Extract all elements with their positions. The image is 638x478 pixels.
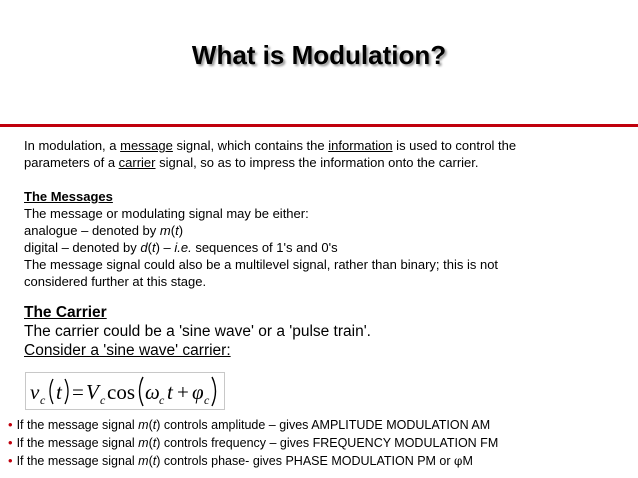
eq-V: V bbox=[86, 380, 99, 404]
equation-svg bbox=[26, 373, 224, 409]
eq-t: t bbox=[56, 380, 62, 404]
bullet-frequency: • If the message signal m(t) controls frequency – gives FREQUENCY MODULATION FM bbox=[8, 435, 499, 450]
bullet-arg: t bbox=[152, 418, 157, 432]
phi-symbol: φ bbox=[454, 454, 463, 468]
eq-omega-sub: c bbox=[159, 393, 165, 407]
digital-mid: ) – bbox=[155, 240, 175, 255]
carrier-line-2: Consider a 'sine wave' carrier: bbox=[24, 342, 231, 359]
eq-plus: + bbox=[177, 380, 189, 404]
digital-arg: t bbox=[151, 240, 156, 255]
bullet-fn: m bbox=[138, 436, 149, 450]
messages-line-4: The message signal could also be a multilevel signal, rather than binary; this is not bbox=[24, 257, 499, 272]
bullet-phase: • If the message signal m(t) controls phase- gives PHASE MODULATION PM or φM bbox=[8, 453, 473, 468]
bullet-suffix: ) controls phase- gives PHASE MODULATION PM or bbox=[156, 454, 455, 468]
eq-t2: t bbox=[167, 380, 173, 404]
eq-omega: ω bbox=[145, 380, 160, 404]
intro-text-1: In modulation, a bbox=[24, 138, 121, 153]
eq-cos: cos bbox=[107, 380, 135, 404]
carrier-heading: The Carrier bbox=[24, 304, 107, 321]
modulation-bullets bbox=[8, 416, 628, 470]
bullet-fn: m bbox=[138, 454, 149, 468]
messages-line-analogue: analogue – denoted by m(t) bbox=[24, 223, 184, 238]
carrier-line-1: The carrier could be a 'sine wave' or a 'pulse train'. bbox=[24, 323, 371, 340]
digital-suffix: sequences of 1's and 0's bbox=[191, 240, 338, 255]
intro-word-information: information bbox=[328, 138, 393, 153]
eq-v-sub: c bbox=[40, 393, 46, 407]
title-divider bbox=[0, 124, 638, 127]
intro-text-3: is used to control the bbox=[392, 138, 517, 153]
bullet-suffix: ) controls amplitude – gives AMPLITUDE MODULATION AM bbox=[156, 418, 491, 432]
analogue-prefix: analogue – denoted by bbox=[24, 223, 160, 238]
eq-paren-close-1 bbox=[65, 379, 68, 404]
intro-paragraph bbox=[24, 137, 624, 171]
bullet-fn: m bbox=[138, 418, 149, 432]
eq-phi-sub: c bbox=[204, 393, 210, 407]
messages-section bbox=[24, 188, 624, 290]
intro-word-message: message bbox=[120, 138, 173, 153]
digital-ie: i.e. bbox=[174, 240, 192, 255]
digital-prefix: digital – denoted by bbox=[24, 240, 141, 255]
bullet-arg: t bbox=[152, 454, 157, 468]
carrier-equation bbox=[25, 372, 225, 410]
eq-paren-open-1 bbox=[50, 379, 53, 404]
bullet-symbol-suffix: M bbox=[462, 454, 473, 468]
messages-line-1: The message or modulating signal may be either: bbox=[24, 206, 309, 221]
analogue-fn: m bbox=[159, 223, 171, 238]
bullet-prefix: If the message signal bbox=[16, 418, 139, 432]
intro-text-2: signal, which contains the bbox=[172, 138, 329, 153]
eq-V-sub: c bbox=[100, 393, 106, 407]
eq-v: v bbox=[30, 380, 40, 404]
carrier-section bbox=[24, 303, 624, 360]
analogue-arg: t bbox=[175, 223, 179, 238]
intro-word-carrier: carrier bbox=[118, 155, 156, 170]
bullet-arg: t bbox=[152, 436, 157, 450]
bullet-dot-icon: • bbox=[8, 417, 13, 432]
intro-text-5: signal, so as to impress the information onto the carrier. bbox=[155, 155, 479, 170]
bullet-dot-icon: • bbox=[8, 453, 13, 468]
bullet-suffix: ) controls frequency – gives FREQUENCY MODULATION FM bbox=[156, 436, 499, 450]
digital-fn: d bbox=[140, 240, 148, 255]
eq-equals: = bbox=[72, 380, 84, 404]
messages-line-5: considered further at this stage. bbox=[24, 274, 207, 289]
intro-text-4: parameters of a bbox=[24, 155, 119, 170]
eq-phi: φ bbox=[192, 380, 204, 404]
slide-title: What is Modulation? bbox=[191, 40, 447, 70]
messages-line-digital: digital – denoted by d(t) – i.e. sequences of 1's and 0's bbox=[24, 240, 338, 255]
eq-paren-open-2 bbox=[140, 377, 144, 406]
bullet-dot-icon: • bbox=[8, 435, 13, 450]
eq-paren-close-2 bbox=[212, 377, 216, 406]
bullet-amplitude: • If the message signal m(t) controls amplitude – gives AMPLITUDE MODULATION AM bbox=[8, 417, 491, 432]
messages-heading: The Messages bbox=[24, 189, 113, 204]
bullet-prefix: If the message signal bbox=[16, 454, 139, 468]
bullet-prefix: If the message signal bbox=[16, 436, 139, 450]
